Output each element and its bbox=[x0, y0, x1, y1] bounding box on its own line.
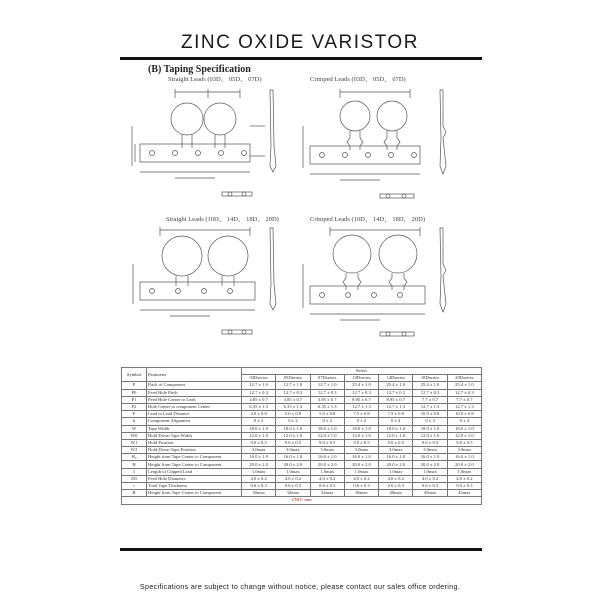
parameter-cell: Total Tape Thickness bbox=[147, 483, 242, 490]
value-cell: 9.0 ± 0.5 bbox=[344, 439, 378, 446]
parameter-cell: Tape Width bbox=[147, 425, 242, 432]
value-cell: 4.0 ± 0.8 bbox=[242, 411, 276, 418]
value-cell: 16.0 ± 1.0 bbox=[276, 454, 310, 461]
table-row bbox=[122, 425, 482, 432]
value-cell: 0.6 ± 0.3 bbox=[447, 483, 481, 490]
parameter-cell: Hold Down Tape Width bbox=[147, 432, 242, 439]
table-row bbox=[122, 454, 482, 461]
value-cell: 3.85 ± 0.7 bbox=[310, 396, 344, 403]
bottom-rule bbox=[120, 548, 482, 551]
value-cell: 18.0 ± 1.0 bbox=[242, 425, 276, 432]
value-cell: 1.0max bbox=[310, 468, 344, 475]
value-cell: 7.5 ± 0.8 bbox=[379, 411, 413, 418]
value-cell: 4.85 ± 0.7 bbox=[242, 396, 276, 403]
crimped-leads-large-drawing bbox=[300, 224, 460, 349]
parameter-cell: Feed Hole Diameter bbox=[147, 475, 242, 482]
value-cell: 16.0 ± 1.0 bbox=[242, 454, 276, 461]
parameter-cell: Height from Tape Center to Component bbox=[147, 490, 242, 497]
symbol-cell: W bbox=[122, 425, 147, 432]
table-row bbox=[122, 403, 482, 410]
taping-spec-table bbox=[121, 367, 482, 505]
value-cell: 7.7 ± 0.7 bbox=[447, 396, 481, 403]
straight-leads-large-drawing bbox=[130, 224, 290, 349]
value-cell: 8.95 ± 0.7 bbox=[344, 396, 378, 403]
value-cell: 40max bbox=[379, 490, 413, 497]
value-cell: 3.0max bbox=[379, 447, 413, 454]
value-cell: 5.0 ± 0.8 bbox=[310, 411, 344, 418]
value-cell: 8.95 ± 0.7 bbox=[379, 396, 413, 403]
value-cell: 16.0 ± 1.0 bbox=[379, 454, 413, 461]
value-cell: 4.0 ± 0.2 bbox=[242, 475, 276, 482]
parameter-cell: Hole Center to component Center bbox=[147, 403, 242, 410]
parameter-cell: Length of Clipped Lead bbox=[147, 468, 242, 475]
value-cell: 12.7 ± 1.3 bbox=[413, 403, 447, 410]
value-cell: 0 ± 2 bbox=[310, 418, 344, 425]
value-cell: 12.0 ± 1.0 bbox=[242, 432, 276, 439]
value-cell: 12.7 ± 0.3 bbox=[242, 389, 276, 396]
series-header-cell: 10Dseries bbox=[344, 375, 378, 382]
symbol-cell: P1 bbox=[122, 396, 147, 403]
table-row bbox=[122, 382, 482, 389]
value-cell: 3.0max bbox=[344, 447, 378, 454]
value-cell: 12.7 ± 0.3 bbox=[310, 389, 344, 396]
value-cell: 20.0 ± 2.0 bbox=[344, 461, 378, 468]
value-cell: 18.0 ± 1.0 bbox=[276, 425, 310, 432]
footer-note: Specifications are subject to change without notice, please contact our sales office ordering. bbox=[139, 582, 461, 591]
series-header-cell: 07Dseries bbox=[310, 375, 344, 382]
value-cell: 0 ± 2 bbox=[344, 418, 378, 425]
value-cell: 3.0max bbox=[310, 447, 344, 454]
value-cell: 4.0 ± 0.2 bbox=[344, 475, 378, 482]
parameter-cell: Height from Tape Center to Component bbox=[147, 454, 242, 461]
parameter-header: Parameter bbox=[147, 368, 242, 382]
value-cell: 3.85 ± 0.7 bbox=[276, 396, 310, 403]
value-cell: 1.0max bbox=[344, 468, 378, 475]
table-row bbox=[122, 389, 482, 396]
symbol-cell: H bbox=[122, 461, 147, 468]
symbol-cell: P bbox=[122, 382, 147, 389]
symbol-cell: I bbox=[122, 468, 147, 475]
unit-label: UNIT: mm bbox=[122, 497, 482, 504]
value-cell: 9.0 ± 0.5 bbox=[242, 439, 276, 446]
value-cell: 4.0 ± 0.2 bbox=[310, 475, 344, 482]
value-cell: 9.0 ± 0.5 bbox=[310, 439, 344, 446]
value-cell: 0 ± 2 bbox=[276, 418, 310, 425]
table-row bbox=[122, 432, 482, 439]
value-cell: 25.4 ± 1.0 bbox=[344, 382, 378, 389]
drawing-caption-crimped-large: Crimped Leads (10D、 14D、 18D、 20D) bbox=[310, 216, 425, 223]
value-cell: 1.0max bbox=[379, 468, 413, 475]
value-cell: 32max bbox=[276, 490, 310, 497]
value-cell: 20.0 ± 2.0 bbox=[379, 461, 413, 468]
value-cell: 0.6 ± 0.3 bbox=[379, 483, 413, 490]
value-cell: 12.7 ± 0.3 bbox=[413, 389, 447, 396]
value-cell: 10.0 ± 0.8 bbox=[413, 411, 447, 418]
value-cell: 16.0 ± 1.0 bbox=[447, 454, 481, 461]
value-cell: 1.0max bbox=[413, 468, 447, 475]
drawing-caption-crimped-small: Crimped Leads (03D、 05D、 07D) bbox=[310, 76, 406, 83]
symbol-cell: t bbox=[122, 483, 147, 490]
symbol-header: Symbol bbox=[122, 368, 147, 382]
value-cell: 16.0 ± 1.0 bbox=[344, 454, 378, 461]
value-cell: 0 ± 4 bbox=[379, 418, 413, 425]
value-cell: 36max bbox=[344, 490, 378, 497]
value-cell: 20.0 ± 2.0 bbox=[447, 461, 481, 468]
value-cell: 4.0 ± 0.2 bbox=[413, 475, 447, 482]
series-header-cell: 14Dseries bbox=[379, 375, 413, 382]
value-cell: 12.7 ± 1.3 bbox=[447, 403, 481, 410]
symbol-cell: P2 bbox=[122, 403, 147, 410]
table-row bbox=[122, 396, 482, 403]
drawing-caption-straight-small: Straight Leads (03D、 05D、 07D) bbox=[168, 76, 262, 83]
value-cell: 32max bbox=[310, 490, 344, 497]
value-cell: 12.7 ± 0.3 bbox=[344, 389, 378, 396]
symbol-cell: F bbox=[122, 411, 147, 418]
parameter-cell: Hold Down Tape Position bbox=[147, 447, 242, 454]
value-cell: 12.7 ± 1.0 bbox=[310, 382, 344, 389]
crimped-leads-small-drawing bbox=[300, 86, 460, 211]
table-row bbox=[122, 468, 482, 475]
value-cell: 9.0 ± 0.5 bbox=[447, 439, 481, 446]
value-cell: 0.6 ± 0.3 bbox=[310, 483, 344, 490]
value-cell: 12.7 ± 1.0 bbox=[276, 382, 310, 389]
value-cell: 12.7 ± 0.3 bbox=[379, 389, 413, 396]
parameter-cell: Hold Position bbox=[147, 439, 242, 446]
value-cell: 12.0 ± 1.0 bbox=[344, 432, 378, 439]
value-cell: 0 ± 4 bbox=[447, 418, 481, 425]
value-cell: 1.0max bbox=[242, 468, 276, 475]
value-cell: 6.35 ± 1.3 bbox=[310, 403, 344, 410]
table-row bbox=[122, 483, 482, 490]
value-cell: 16.0 ± 1.0 bbox=[413, 454, 447, 461]
value-cell: 18.0 ± 1.0 bbox=[447, 425, 481, 432]
value-cell: 5.0 ± 0.8 bbox=[276, 411, 310, 418]
symbol-cell: P0 bbox=[122, 389, 147, 396]
value-cell: 3.0max bbox=[413, 447, 447, 454]
table-row bbox=[122, 475, 482, 482]
value-cell: 20.0 ± 2.0 bbox=[276, 461, 310, 468]
value-cell: 20.0 ± 2.0 bbox=[310, 461, 344, 468]
value-cell: 1.0max bbox=[276, 468, 310, 475]
value-cell: 18.0 ± 1.0 bbox=[310, 425, 344, 432]
unit-row bbox=[122, 497, 482, 504]
value-cell: 16.0 ± 1.0 bbox=[310, 454, 344, 461]
table-row bbox=[122, 439, 482, 446]
value-cell: 25.4 ± 1.0 bbox=[447, 382, 481, 389]
symbol-cell: W0 bbox=[122, 432, 147, 439]
drawing-caption-straight-large: Straight Leads (10D、 14D、 18D、 20D) bbox=[166, 216, 279, 223]
value-cell: 4.0 ± 0.2 bbox=[276, 475, 310, 482]
series-header-cell: 18Dseries bbox=[413, 375, 447, 382]
value-cell: 20.0 ± 2.0 bbox=[242, 461, 276, 468]
parameter-cell: Feed Hole Pitch bbox=[147, 389, 242, 396]
symbol-cell: D0 bbox=[122, 475, 147, 482]
value-cell: 0.6 ± 0.3 bbox=[276, 483, 310, 490]
value-cell: 20.0 ± 2.0 bbox=[413, 461, 447, 468]
value-cell: 45max bbox=[413, 490, 447, 497]
value-cell: 0.6 ± 0.3 bbox=[413, 483, 447, 490]
top-rule bbox=[120, 57, 482, 60]
value-cell: 9.0 ± 0.5 bbox=[379, 439, 413, 446]
value-cell: 12.0 ± 1.0 bbox=[276, 432, 310, 439]
value-cell: 12.0 ± 1.0 bbox=[447, 432, 481, 439]
value-cell: 12.7 ± 1.3 bbox=[344, 403, 378, 410]
value-cell: 12.7 ± 1.3 bbox=[379, 403, 413, 410]
value-cell: 0 ± 4 bbox=[413, 418, 447, 425]
symbol-cell: B bbox=[122, 490, 147, 497]
table-row bbox=[122, 490, 482, 497]
parameter-cell: Lead to Lead Distance bbox=[147, 411, 242, 418]
symbol-cell: W2 bbox=[122, 447, 147, 454]
series-header-cell: 20Dseries bbox=[447, 375, 481, 382]
value-cell: 9.0 ± 0.5 bbox=[276, 439, 310, 446]
value-cell: 12.0 ± 1.0 bbox=[379, 432, 413, 439]
section-title: (B) Taping Specification bbox=[148, 64, 251, 75]
value-cell: 4.0 ± 0.2 bbox=[447, 475, 481, 482]
value-cell: 12.7 ± 0.3 bbox=[447, 389, 481, 396]
table-body bbox=[122, 382, 482, 497]
parameter-cell: Feed Hole Center to Lead bbox=[147, 396, 242, 403]
value-cell: 12.0 ± 1.0 bbox=[310, 432, 344, 439]
value-cell: 3.0max bbox=[447, 447, 481, 454]
table-header-row bbox=[122, 368, 482, 375]
page-title: ZINC OXIDE VARISTOR bbox=[181, 32, 419, 53]
value-cell: 12.0 ± 1.0 bbox=[413, 432, 447, 439]
table-row bbox=[122, 411, 482, 418]
table-row bbox=[122, 461, 482, 468]
value-cell: 7.5 ± 0.8 bbox=[344, 411, 378, 418]
table-row bbox=[122, 447, 482, 454]
series-header: Series bbox=[242, 368, 482, 375]
series-header-cell: 03Dseries bbox=[242, 375, 276, 382]
value-cell: 6.35 ± 1.3 bbox=[242, 403, 276, 410]
value-cell: 3.0max bbox=[276, 447, 310, 454]
value-cell: 10.0 ± 0.8 bbox=[447, 411, 481, 418]
value-cell: 18.0 ± 1.0 bbox=[413, 425, 447, 432]
value-cell: 30max bbox=[242, 490, 276, 497]
value-cell: 4.0 ± 0.2 bbox=[379, 475, 413, 482]
value-cell: 6.35 ± 1.3 bbox=[276, 403, 310, 410]
value-cell: 18.0 ± 1.0 bbox=[379, 425, 413, 432]
value-cell: 0.6 ± 0.3 bbox=[344, 483, 378, 490]
value-cell: 0.6 ± 0.3 bbox=[242, 483, 276, 490]
symbol-cell: W1 bbox=[122, 439, 147, 446]
value-cell: 18.0 ± 1.0 bbox=[344, 425, 378, 432]
parameter-cell: Height from Tape Center to Component bbox=[147, 461, 242, 468]
table-row bbox=[122, 418, 482, 425]
straight-leads-small-drawing bbox=[130, 86, 290, 211]
value-cell: 3.0max bbox=[242, 447, 276, 454]
value-cell: 12.7 ± 0.3 bbox=[276, 389, 310, 396]
value-cell: 12.7 ± 1.0 bbox=[242, 382, 276, 389]
parameter-cell: Component Alignment bbox=[147, 418, 242, 425]
series-header-cell: 05Dseries bbox=[276, 375, 310, 382]
symbol-cell: H₀ bbox=[122, 454, 147, 461]
value-cell: 7.7 ± 0.7 bbox=[413, 396, 447, 403]
value-cell: 25.4 ± 1.0 bbox=[379, 382, 413, 389]
parameter-cell: Pitch of Component bbox=[147, 382, 242, 389]
value-cell: 25.4 ± 1.0 bbox=[413, 382, 447, 389]
value-cell: 1.0max bbox=[447, 468, 481, 475]
symbol-cell: h bbox=[122, 418, 147, 425]
value-cell: 45max bbox=[447, 490, 481, 497]
value-cell: 9.0 ± 0.5 bbox=[413, 439, 447, 446]
value-cell: 0 ± 2 bbox=[242, 418, 276, 425]
